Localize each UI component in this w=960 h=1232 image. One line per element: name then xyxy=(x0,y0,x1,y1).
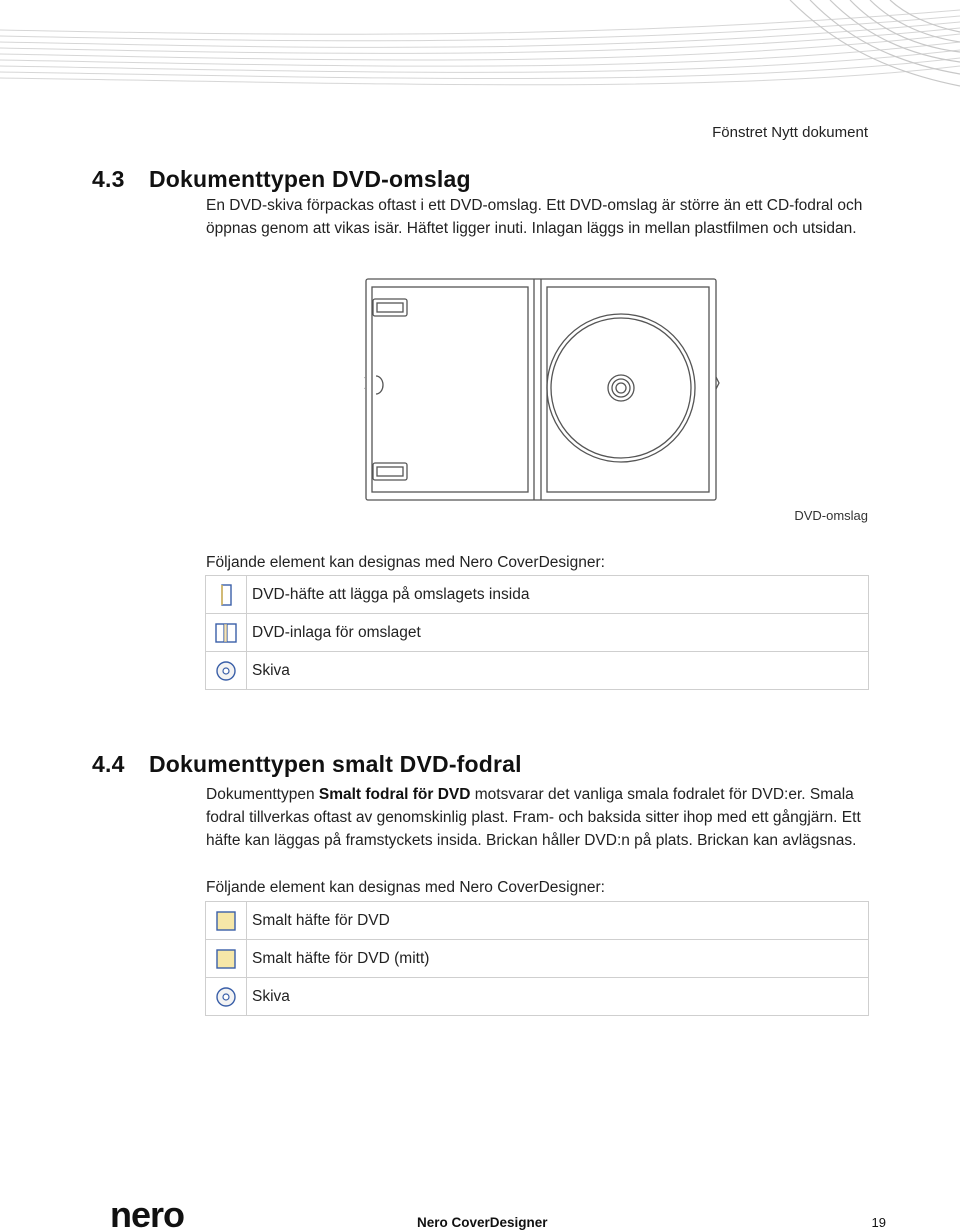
header-swoosh-decoration xyxy=(0,0,960,130)
dvd-case-illustration xyxy=(364,277,720,503)
disc-icon xyxy=(215,986,237,1008)
figure-caption: DVD-omslag xyxy=(794,508,868,523)
slim-booklet-icon xyxy=(215,910,237,932)
table-cell: DVD-inlaga för omslaget xyxy=(247,614,869,652)
paragraph-text: Dokumenttypen xyxy=(206,786,319,803)
section-title: Dokumenttypen DVD-omslag xyxy=(149,166,471,192)
nero-logo xyxy=(110,1198,214,1232)
running-header: Fönstret Nytt dokument xyxy=(712,124,868,141)
section-heading-4-4 xyxy=(92,751,522,778)
svg-text:nero: nero xyxy=(110,1198,185,1232)
section-title: Dokumenttypen smalt DVD-fodral xyxy=(149,751,522,777)
page-number: 19 xyxy=(871,1215,886,1230)
elements-intro: Följande element kan designas med Nero CoverDesigner: xyxy=(206,554,605,571)
table-cell: Smalt häfte för DVD (mitt) xyxy=(247,940,869,978)
table-cell: Skiva xyxy=(247,978,869,1016)
icon-cell xyxy=(206,576,247,614)
table-row xyxy=(206,940,869,978)
elements-table xyxy=(205,575,869,690)
elements-intro: Följande element kan designas med Nero CoverDesigner: xyxy=(206,879,605,896)
section-number: 4.4 xyxy=(92,751,125,777)
footer-product-name: Nero CoverDesigner xyxy=(417,1215,548,1230)
table-cell: DVD-häfte att lägga på omslagets insida xyxy=(247,576,869,614)
table-row xyxy=(206,902,869,940)
table-row xyxy=(206,576,869,614)
booklet-icon xyxy=(216,583,236,607)
inlay-icon xyxy=(214,622,238,644)
table-row xyxy=(206,978,869,1016)
table-cell: Skiva xyxy=(247,652,869,690)
elements-table xyxy=(205,901,869,1016)
slim-booklet-center-icon xyxy=(215,948,237,970)
disc-icon xyxy=(215,660,237,682)
section-heading-4-3 xyxy=(92,166,471,193)
icon-cell xyxy=(206,978,247,1016)
icon-cell xyxy=(206,940,247,978)
section-paragraph: En DVD-skiva förpackas oftast i ett DVD-omslag. Ett DVD-omslag är större än ett CD-fodral och öppnas genom att vikas isär. Häftet ligger inuti. Inlagan läggs in mellan plastfilmen och utsidan. xyxy=(206,197,863,237)
table-row xyxy=(206,614,869,652)
paragraph-text: motsvarar det vanliga smala fodralet för DVD:er. Smala fodral tillverkas oftast av genomskinlig plast. Fram- och baksida sitter ihop med ett gångjärn. Ett häfte kan läggas på framstyckets insida. Brickan håller DVD:n på plats. Brickan kan avlägsnas. xyxy=(206,786,861,849)
icon-cell xyxy=(206,902,247,940)
table-cell: Smalt häfte för DVD xyxy=(247,902,869,940)
paragraph-emphasis: Smalt fodral för DVD xyxy=(318,786,471,803)
icon-cell xyxy=(206,652,247,690)
icon-cell xyxy=(206,614,247,652)
section-number: 4.3 xyxy=(92,166,125,192)
section-paragraph xyxy=(206,783,876,852)
table-row xyxy=(206,652,869,690)
